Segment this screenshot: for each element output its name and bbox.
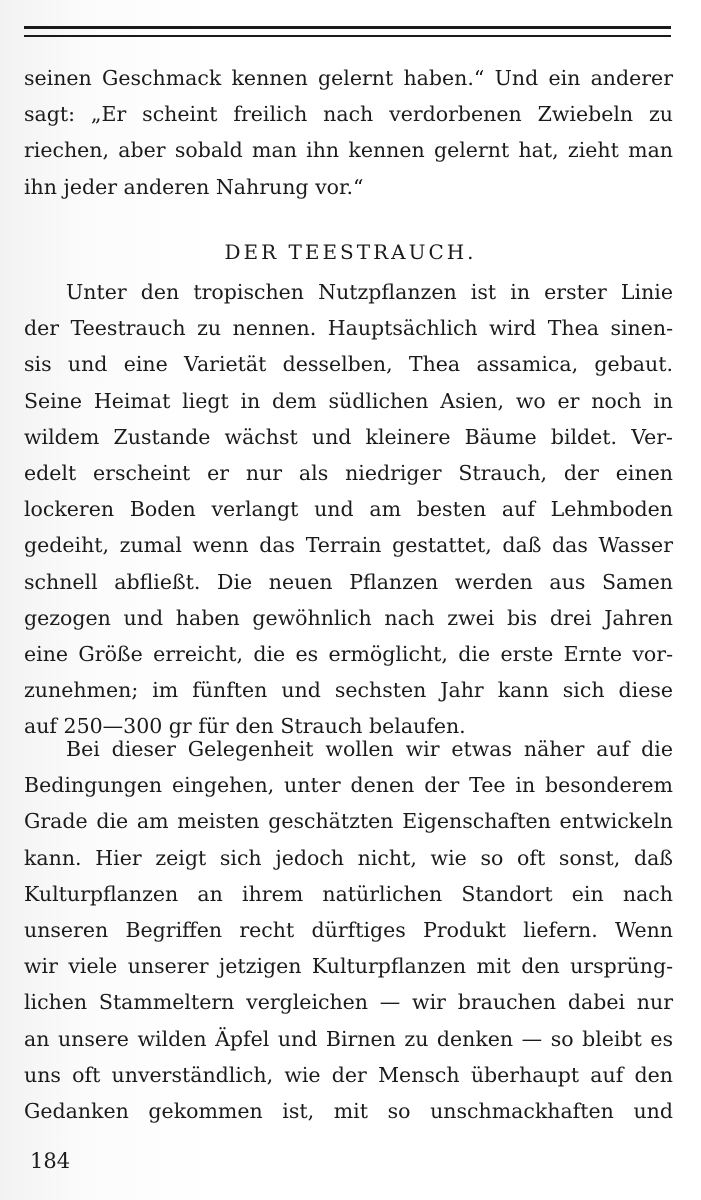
- text-line: lockeren Boden verlangt und am besten auf Lehmboden: [24, 497, 673, 522]
- top-paragraph: [24, 60, 673, 205]
- text-line: uns oft unverständlich, wie der Mensch überhaupt auf den: [24, 1062, 673, 1087]
- text-line: schnell abfließt. Die neuen Pflanzen werden aus Samen: [24, 569, 673, 594]
- text-line: ihn jeder anderen Nahrung vor.“: [24, 174, 364, 199]
- header-rule-thick: [24, 26, 671, 29]
- text-line: Unter den tropischen Nutzpflanzen ist in erster Linie: [66, 280, 673, 304]
- text-line: Bedingungen eingehen, unter denen der Tee in besonderem: [24, 773, 673, 798]
- text-line: kann. Hier zeigt sich jedoch nicht, wie so oft sonst, daß: [24, 845, 673, 870]
- text-line: gedeiht, zumal wenn das Terrain gestattet, daß das Wasser: [24, 533, 673, 558]
- text-line: gezogen und haben gewöhnlich nach zwei bis drei Jahren: [24, 605, 673, 630]
- paragraph-1: [24, 274, 673, 745]
- text-line: an unsere wilden Äpfel und Birnen zu denken — so bleibt es: [24, 1026, 673, 1051]
- text-line: Seine Heimat liegt in dem südlichen Asien, wo er noch in: [24, 388, 673, 413]
- text-line: der Teestrauch zu nennen. Hauptsächlich wird Thea sinen-: [24, 316, 673, 341]
- text-line: auf 250—300 gr für den Strauch belaufen.: [24, 714, 466, 739]
- text-line: Bei dieser Gelegenheit wollen wir etwas näher auf die: [66, 737, 673, 761]
- text-line: sis und eine Varietät desselben, Thea assamica, gebaut.: [24, 352, 673, 377]
- text-line: seinen Geschmack kennen gelernt haben.“ Und ein anderer: [24, 66, 673, 90]
- text-line: wildem Zustande wächst und kleinere Bäume bildet. Ver-: [24, 424, 673, 449]
- text-line: Grade die am meisten geschätzten Eigenschaften entwickeln: [24, 809, 673, 834]
- header-rule-thin: [24, 35, 671, 37]
- text-line: wir viele unserer jetzigen Kulturpflanzen mit den ursprüng-: [24, 954, 673, 979]
- text-line: eine Größe erreicht, die es ermöglicht, die erste Ernte vor-: [24, 642, 673, 667]
- text-line: Gedanken gekommen ist, mit so unschmackhaften und: [24, 1099, 673, 1124]
- text-line: zunehmen; im fünften und sechsten Jahr kann sich diese: [24, 678, 673, 703]
- paragraph-2: [24, 731, 673, 1129]
- text-line: unseren Begriffen recht dürftiges Produkt liefern. Wenn: [24, 918, 673, 943]
- text-line: sagt: „Er scheint freilich nach verdorbenen Zwiebeln zu: [24, 102, 673, 127]
- text-line: riechen, aber sobald man ihn kennen gelernt hat, zieht man: [24, 138, 673, 163]
- text-line: Kulturpflanzen an ihrem natürlichen Standort ein nach: [24, 881, 673, 906]
- page-number: 184: [30, 1149, 71, 1173]
- text-line: lichen Stammeltern vergleichen — wir brauchen dabei nur: [24, 990, 673, 1015]
- text-line: edelt erscheint er nur als niedriger Strauch, der einen: [24, 461, 673, 486]
- section-heading: DER TEESTRAUCH.: [224, 240, 477, 264]
